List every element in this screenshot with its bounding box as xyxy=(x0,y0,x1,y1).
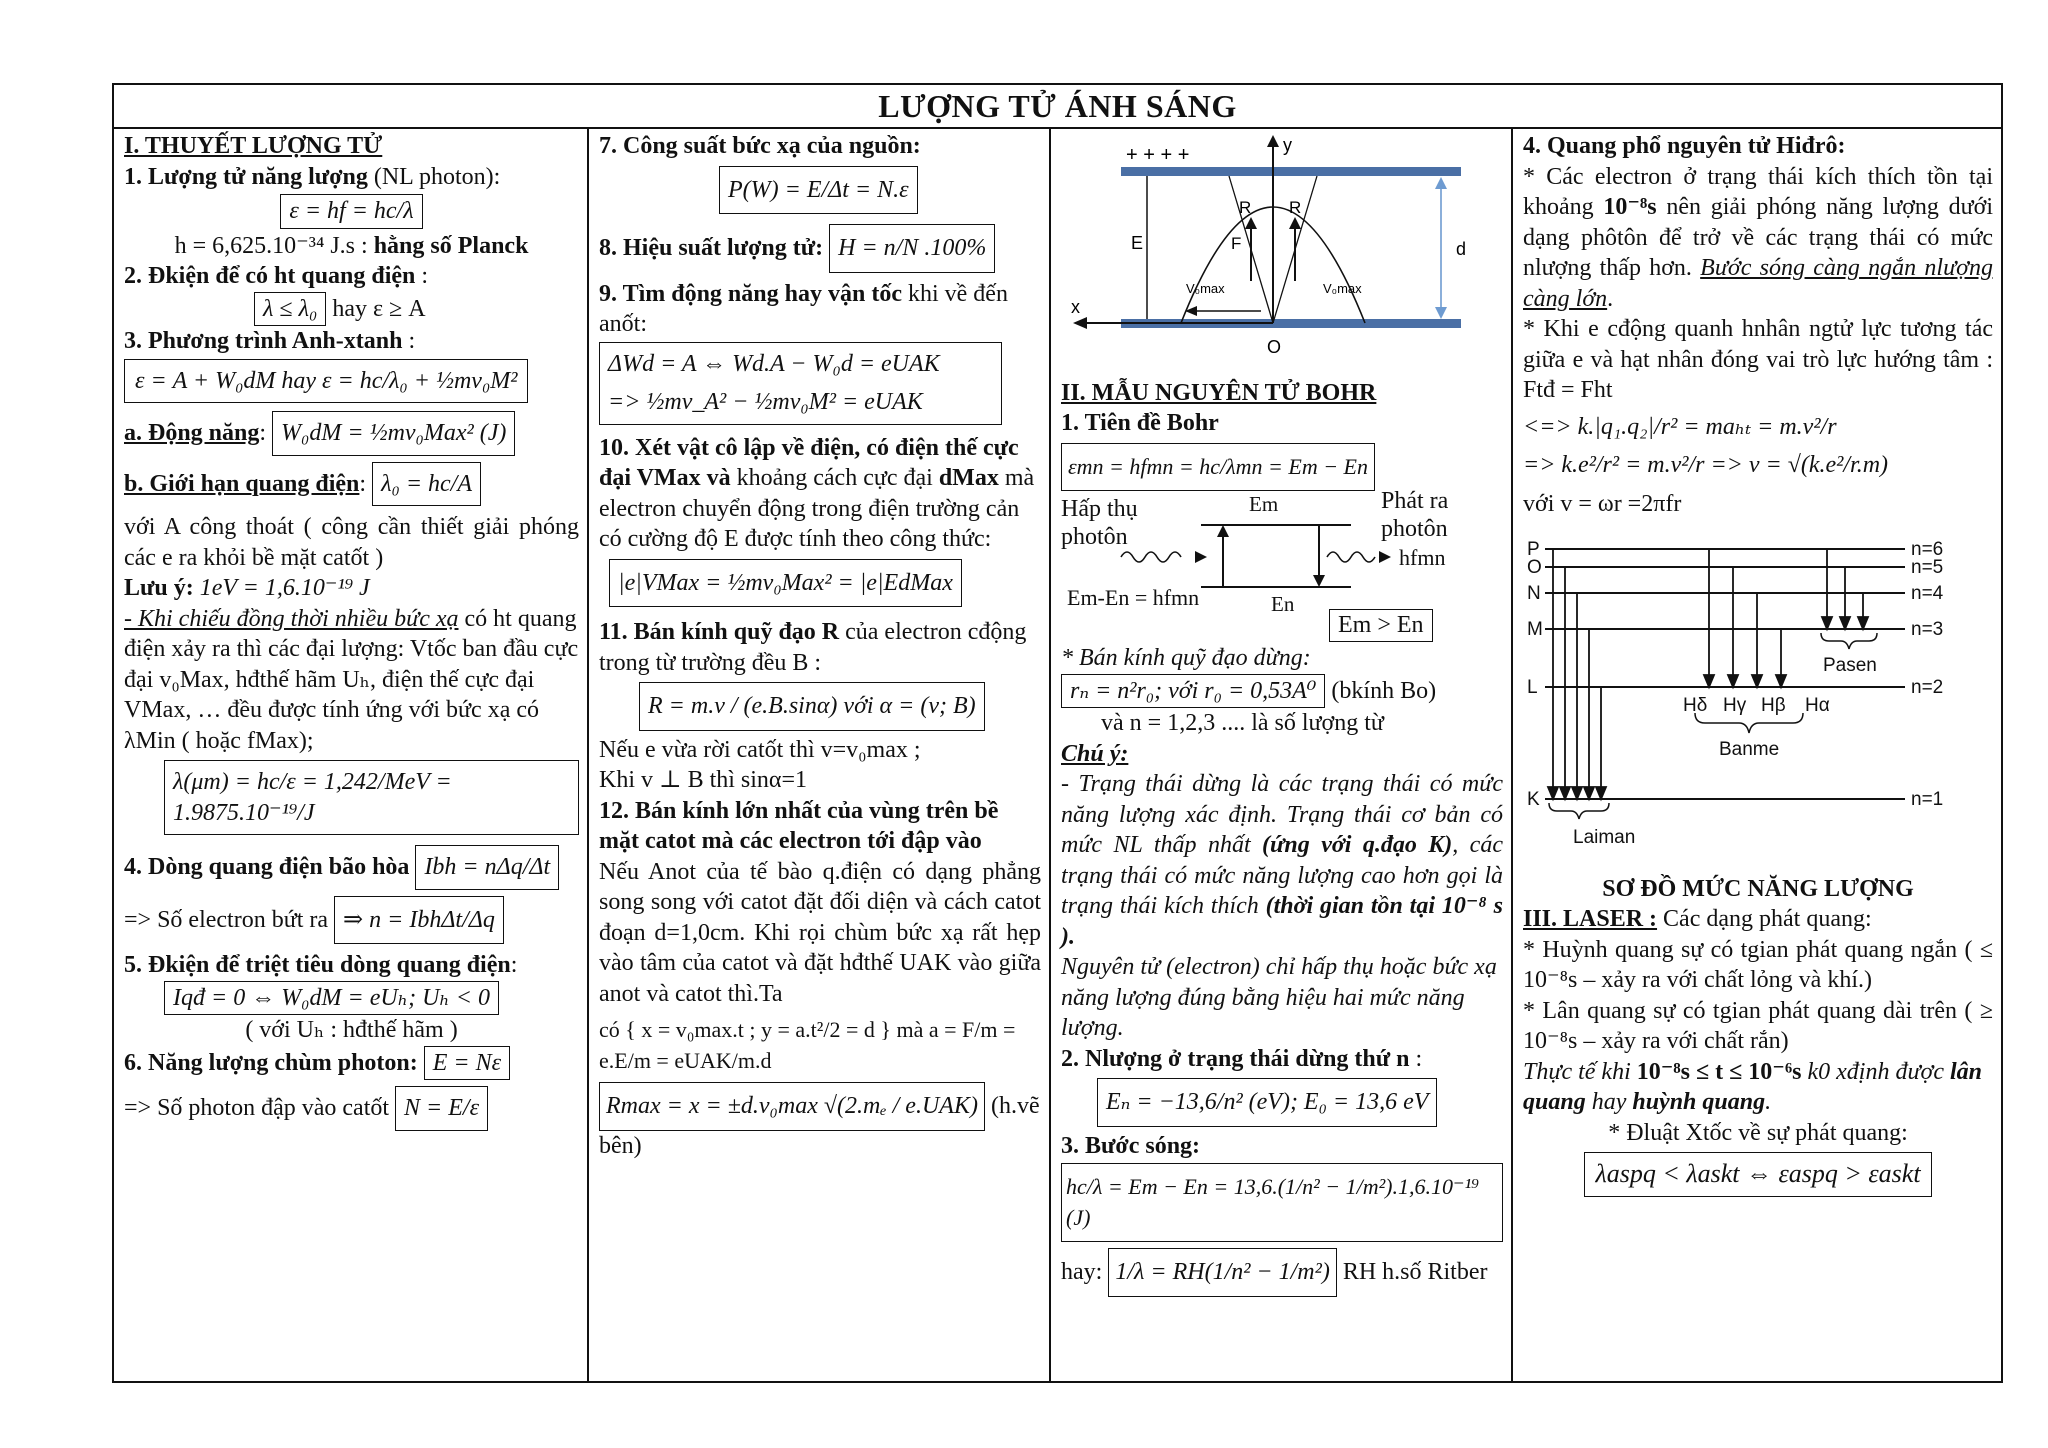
absorb-label: Hấp thụ photôn xyxy=(1061,496,1138,550)
s4b-formula: ⇒ n = IbhΔt/Δq xyxy=(334,896,504,945)
arrow-icon xyxy=(1728,675,1738,687)
s9-line xyxy=(599,279,1041,340)
arrow-icon xyxy=(1548,787,1558,799)
s2-heading: 2. Đkiện để có ht quang điện xyxy=(124,263,416,289)
s8-formula: H = n/N .100% xyxy=(829,224,995,273)
s5-formula-wrap xyxy=(124,981,579,1016)
level-n1-label: n=1 xyxy=(1911,789,1944,810)
s4b-text: => Số electron bứt ra xyxy=(124,906,329,933)
laser-c-b2: huỳnh quang xyxy=(1632,1089,1766,1115)
s10-tail: mà electron chuyển động trong điện trường cản có cường độ E được tính theo công thức: xyxy=(599,465,1035,552)
arrow-icon xyxy=(1596,787,1606,799)
hf-label: hfmn xyxy=(1399,545,1446,570)
s11-b: Khi v ⊥ B thì sinα=1 xyxy=(599,767,808,793)
laiman-label: Laiman xyxy=(1573,827,1636,848)
s10-formula-wrap xyxy=(599,559,1041,608)
arrow-icon xyxy=(1752,675,1762,687)
p2-tail: : xyxy=(1409,1045,1423,1072)
a-formula: W₀dM = ½mv₀Max² (J) xyxy=(272,411,515,456)
h-name: hằng số Planck xyxy=(373,232,529,259)
s4-formula-1: <=> k.|q₁.q₂|/r² = maₕₜ = m.v²/r xyxy=(1523,413,1837,440)
p3-alt-label: hay: xyxy=(1061,1259,1103,1285)
radius-formula: rₙ = n²r₀; với r₀ = 0,53A⁰ xyxy=(1061,674,1325,709)
p1-formula: εmn = hfmn = hc/λmn = Em − En xyxy=(1061,443,1375,492)
label-E: E xyxy=(1131,233,1144,253)
laser-c1: Thực tế khi xyxy=(1523,1058,1637,1085)
arrow-icon xyxy=(1704,675,1714,687)
banme-label: Banme xyxy=(1719,739,1780,760)
s11-line xyxy=(599,617,1041,678)
force-arrow-icon xyxy=(1245,217,1257,229)
label-F: F xyxy=(1231,234,1242,253)
s1-tail: (NL photon): xyxy=(367,163,501,190)
absorb-wave-arrow-icon xyxy=(1195,551,1207,563)
p3-formula: hc/λ = Em − En = 13,6.(1/n² − 1/m²).1,6.10⁻¹⁹ (J) xyxy=(1061,1163,1503,1242)
s9-heading: 9. Tìm động năng hay vận tốc xyxy=(599,280,902,307)
b-formula: λ₀ = hc/A xyxy=(372,462,481,507)
sec3-line xyxy=(1523,904,1993,935)
columns xyxy=(114,127,2001,1381)
s12-formula: Rmax = x = ±d.v₀max √(2.mₑ / e.UAK) xyxy=(599,1082,985,1131)
s6-formula: E = Nε xyxy=(424,1046,510,1081)
x-arrow-icon xyxy=(1073,317,1087,329)
laser-b: * Lân quang sự có tgian phát quang dài trên ( ≥ 10⁻⁸s – xảy ra với chất rắn) xyxy=(1523,997,1993,1054)
s1-formula-wrap xyxy=(124,194,579,229)
s11-formula: R = m.v / (e.B.sinα) với α = (v; B) xyxy=(639,682,985,731)
level-n2-label: n=2 xyxy=(1911,677,1944,698)
note-label: Lưu ý: xyxy=(124,575,194,601)
h-alpha-label: Hα xyxy=(1805,695,1830,716)
level-n5-label: n=5 xyxy=(1911,557,1944,578)
s3-formula-wrap xyxy=(124,359,579,404)
p3-alt-formula: 1/λ = RH(1/n² − 1/m²) xyxy=(1108,1248,1337,1297)
s6b-line xyxy=(124,1086,579,1131)
s2-line xyxy=(124,261,579,292)
absorb-arrow-icon xyxy=(1217,525,1229,537)
s2-tail: : xyxy=(415,263,429,289)
n-values: và n = 1,2,3 .... là số lượng từ xyxy=(1101,710,1384,736)
arrow-icon xyxy=(1840,617,1850,629)
note-d: (thời gian tồn tại 10⁻⁸ s ). xyxy=(1061,893,1503,950)
section-2-heading: II. MẪU NGUYÊN TỬ BOHR xyxy=(1061,379,1377,406)
p1-formula-wrap xyxy=(1061,443,1503,492)
level-n3-label: n=3 xyxy=(1911,619,1944,640)
label-v2: V₀max xyxy=(1323,281,1362,296)
label-O: O xyxy=(1267,337,1282,357)
level-P-label: P xyxy=(1527,539,1540,560)
s5-heading: 5. Đkiện để triệt tiêu dòng quang điện xyxy=(124,952,511,978)
emit-wave xyxy=(1327,552,1375,562)
p2-heading: 2. Nlượng ở trạng thái dừng thứ n xyxy=(1061,1045,1410,1072)
s3-heading: 3. Phương trình Anh-xtanh xyxy=(124,328,403,354)
s10-mid: khoảng cách cực đại xyxy=(730,465,939,491)
multi-body: có ht quang điện xảy ra thì các đại lượng: Vtốc ban đầu cực đại v₀Max, hđthế hãm Uₕ, điện thế cực đại VMax, … đều được tính ứng với bức xạ có λMin ( hoặc fMax); xyxy=(124,605,579,754)
column-1 xyxy=(114,127,587,1381)
s6-line xyxy=(124,1046,579,1081)
level-L-label: L xyxy=(1527,677,1538,698)
s11-formula-wrap xyxy=(599,682,1041,731)
s9-formula-box xyxy=(599,342,1002,425)
level-N-label: N xyxy=(1527,583,1541,604)
s5-line xyxy=(124,950,579,981)
level-M-label: M xyxy=(1527,619,1543,640)
em-en-label: Em-En = hfmn xyxy=(1067,585,1200,610)
level-O-label: O xyxy=(1527,557,1542,578)
transition-diagram xyxy=(1061,488,1503,643)
s12-formula-line xyxy=(599,1082,1041,1161)
s10-dmax: dMax xyxy=(938,465,999,491)
s12-system: có { x = v₀max.t ; y = a.t²/2 = d } mà a = F/m = e.E/m = eUAK/m.d xyxy=(599,1017,1016,1073)
y-arrow-icon xyxy=(1267,135,1279,147)
b-line: b. Giới hạn quang điện: λ₀ = hc/A xyxy=(124,462,579,507)
lambda-formula: λ(μm) = hc/ε = 1,242/MeV = 1.9875.10⁻¹⁹/J xyxy=(164,760,579,835)
level-em-label: Em xyxy=(1249,492,1279,516)
multi-text xyxy=(124,604,579,757)
velocity-arrow-icon xyxy=(1289,217,1301,229)
label-x: x xyxy=(1071,297,1080,317)
arrow-icon xyxy=(1572,787,1582,799)
s11-heading: 11. Bán kính quỹ đạo R xyxy=(599,619,840,645)
pasen-label: Pasen xyxy=(1823,655,1877,676)
h-gamma-label: Hγ xyxy=(1723,695,1747,716)
radius-note: (bkính Bo) xyxy=(1331,677,1437,704)
s7-formula-wrap xyxy=(599,166,1041,215)
section-1-heading: I. THUYẾT LƯỢNG TỬ xyxy=(124,133,383,159)
s11-a: Nếu e vừa rời catốt thì v=v₀max ; xyxy=(599,736,921,763)
s4-heading: 4. Dòng quang điện bão hòa xyxy=(124,854,410,880)
s1-formula: ε = hf = hc/λ xyxy=(280,194,422,229)
s5-tail: : xyxy=(510,952,518,978)
note-a: - Trạng thái dừng là các trạng thái có mức năng lượng xác định. Trạng thái cơ bản có mức NL thấp nhất xyxy=(1061,771,1503,858)
p3-alt-note: RH h.số Ritber xyxy=(1342,1259,1488,1285)
multi-head: - Khi chiếu đồng thời nhiều bức xạ xyxy=(124,605,459,632)
h-value: h = 6,625.10⁻³⁴ J.s : xyxy=(174,232,374,259)
arrow-icon xyxy=(1822,617,1832,629)
label-d: d xyxy=(1456,239,1467,259)
trajectory-diagram xyxy=(1061,131,1481,371)
s4-heading: 4. Quang phổ nguyên tử Hiđrô: xyxy=(1523,133,1846,159)
s4-a-text: * Các electron ở trạng thái kích thích tồn tại khoảng xyxy=(1523,163,1993,220)
s2-alt: hay ε ≥ A xyxy=(326,295,426,322)
anode-plate xyxy=(1121,167,1461,176)
distance-arrow-top-icon xyxy=(1435,177,1447,189)
b-label: b. Giới hạn quang điện xyxy=(124,470,360,497)
level-en-label: En xyxy=(1271,592,1295,616)
s3-formula: ε = A + W₀dM hay ε = hc/λ₀ + ½mv₀M² xyxy=(124,359,528,404)
h-line xyxy=(124,231,579,262)
s1-heading: 1. Lượng tử năng lượng xyxy=(124,163,368,190)
laser-c4: . xyxy=(1765,1089,1772,1115)
s6-heading: 6. Năng lượng chùm photon: xyxy=(124,1049,418,1076)
page-title: LƯỢNG TỬ ÁNH SÁNG xyxy=(114,85,2001,129)
s6b-text: => Số photon đập vào catốt xyxy=(124,1095,390,1121)
s3-tail: : xyxy=(402,328,416,354)
s7-formula: P(W) = E/Δt = N.ε xyxy=(719,166,918,215)
s2-formula: λ ≤ λ₀ xyxy=(254,292,326,327)
s4b-line xyxy=(124,896,579,945)
p1-heading: 1. Tiên đề Bohr xyxy=(1061,410,1219,436)
s4-a-underline: Bước sóng càng ngắn nlượng càng lớn xyxy=(1523,255,1993,312)
column-4 xyxy=(1511,127,2001,1381)
s8-line xyxy=(599,224,1041,273)
s7-heading: 7. Công suất bức xạ của nguồn: xyxy=(599,133,921,159)
arrow-icon xyxy=(1858,617,1868,629)
column-2 xyxy=(587,127,1049,1381)
s4-formula: Ibh = nΔq/Δt xyxy=(415,845,559,890)
pasen-brace xyxy=(1821,633,1877,649)
level-n6-label: n=6 xyxy=(1911,539,1944,560)
s6b-formula: N = E/ε xyxy=(395,1086,488,1131)
p2-line xyxy=(1061,1044,1503,1075)
s4-a-bold: 10⁻⁸s xyxy=(1603,194,1657,220)
laser-c-bold: 10⁻⁸s ≤ t ≤ 10⁻⁶s xyxy=(1636,1058,1802,1085)
s12-body: Nếu Anot của tế bào q.điện có dạng phẳng song song với catot đặt đối diện và cách catot đoạn d=1,0cm. Khi rọi chùm bức xạ rất hẹp vào tâm của catot và đặt hđthế UAK vào giữa anot và catot thì.Ta xyxy=(599,858,1041,1007)
s1-line xyxy=(124,162,579,193)
s10-formula: |e|VMax = ½mv₀Max² = |e|EdMax xyxy=(609,559,962,608)
s9-tail: khi về đến anốt: xyxy=(599,280,1008,337)
emit-wave-arrow-icon xyxy=(1379,551,1391,563)
laser-a: * Huỳnh quang sự có tgian phát quang ngắn ( ≤ 10⁻⁸s – xảy ra với chất lỏng và khí.) xyxy=(1523,936,1993,993)
p3-formula-wrap xyxy=(1061,1163,1503,1242)
s10-heading: 10. Xét vật cô lập về điện, có điện thế cực đại VMax và xyxy=(599,434,1019,491)
s9-formula-2: => ½mv_A² − ½mv₀M² = eUAK xyxy=(608,389,923,415)
em-gt-en: Em > En xyxy=(1329,609,1433,642)
s8-heading: 8. Hiệu suất lượng tử: xyxy=(599,235,824,261)
s11-tail: của electron cđộng trong từ trường đều B : xyxy=(599,619,1027,676)
arrow-icon xyxy=(1560,787,1570,799)
label-v1: V₀max xyxy=(1186,281,1225,296)
s2-formula-line xyxy=(124,292,579,327)
emit-label: Phát ra photôn xyxy=(1381,488,1449,542)
note-c: , các trạng thái có mức năng lượng cao hơn gọi là trạng thái kích thích xyxy=(1061,832,1503,919)
s12-heading: 12. Bán kính lớn nhất của vùng trên bề mặt catot mà các electron tới đập vào xyxy=(599,797,999,854)
banme-brace xyxy=(1695,713,1803,733)
section-3-heading: III. LASER : xyxy=(1523,906,1658,932)
label-y: y xyxy=(1283,135,1292,155)
s3-line xyxy=(124,326,579,357)
distance-arrow-bottom-icon xyxy=(1435,307,1447,319)
p3-alt-line xyxy=(1061,1248,1503,1297)
diagram-title: SƠ ĐỒ MỨC NĂNG LƯỢNG xyxy=(1602,875,1914,902)
level-n4-label: n=4 xyxy=(1911,583,1944,604)
absorb-wave xyxy=(1121,552,1181,562)
column-3 xyxy=(1049,127,1511,1381)
stokes-formula-wrap xyxy=(1523,1152,1993,1197)
s4-line xyxy=(124,845,579,890)
emit-arrow-icon xyxy=(1313,575,1325,587)
cheat-sheet xyxy=(112,83,2003,1383)
s10-text xyxy=(599,433,1041,555)
laser-c xyxy=(1523,1057,1993,1118)
s4-b: * Khi e cđộng quanh hnhân ngtử lực tương tác giữa e và hạt nhân đóng vai trò lực hướng tâm : Ftđ = Fht xyxy=(1523,316,1993,403)
energy-level-diagram xyxy=(1523,525,1993,865)
arrow-icon xyxy=(1776,675,1786,687)
laiman-brace xyxy=(1549,803,1609,819)
note-label: Chú ý: xyxy=(1061,740,1129,767)
s4-a: * Các electron ở trạng thái kích thích tồn tại khoảng 10⁻⁸s nên giải phóng năng lượng dưới dạng phôtôn để trở về các trạng thái có mức nlượng thấp hơn. Bước sóng càng ngắn nlượng càng lớn. xyxy=(1523,163,1994,312)
with-a-text: với A công thoát ( công cần thiết giải phóng các e ra khỏi bề mặt catốt ) xyxy=(124,514,579,571)
h-delta-label: Hδ xyxy=(1683,695,1708,716)
s4-formula-2: => k.e²/r² = m.v²/r => v = √(k.e²/r.m) xyxy=(1523,452,1889,478)
radius-heading: * Bán kính quỹ đạo dừng: xyxy=(1061,645,1311,671)
s9-formula-1: ΔWd = A ⇔ Wd.A − W₀d = eUAK xyxy=(608,350,940,377)
note-text xyxy=(1061,769,1503,952)
p3-heading: 3. Bước sóng: xyxy=(1061,1132,1201,1159)
note-formula: 1eV = 1,6.10⁻¹⁹ J xyxy=(199,575,370,601)
radius-line xyxy=(1061,674,1503,709)
s12-note: (h.vẽ bên) xyxy=(599,1093,1040,1159)
s4-a-tail: nên giải phóng năng lượng dưới dạng phôtôn để trở về các trạng thái có mức nlượng thấp hơn. xyxy=(1523,194,1994,281)
stokes-formula: λaspq < λaskt ⇔ εaspq > εaskt xyxy=(1584,1152,1931,1197)
note-e: Nguyên tử (electron) chỉ hấp thụ hoặc bức xạ năng lượng đúng bằng hiệu hai mức năng lượng. xyxy=(1061,954,1497,1041)
a-label: a. Động năng xyxy=(124,420,260,446)
s4-v: với v = ωr =2πfr xyxy=(1523,490,1682,517)
stokes-heading: * Đluật Xtốc về sự phát quang: xyxy=(1608,1119,1908,1146)
laser-c2: k0 xđịnh được xyxy=(1801,1058,1951,1085)
arrow-icon xyxy=(1584,787,1594,799)
note-b: (ứng với q.đạo K) xyxy=(1262,832,1453,858)
sec3-tail: Các dạng phát quang: xyxy=(1657,906,1872,932)
label-R2: R xyxy=(1289,198,1302,217)
laser-c3: hay xyxy=(1585,1089,1633,1115)
s5-note: ( với Uₕ : hđthế hãm ) xyxy=(245,1017,458,1043)
lambda-formula-wrap xyxy=(124,760,579,835)
level-K-label: K xyxy=(1527,789,1540,810)
p2-formula-wrap xyxy=(1061,1078,1503,1127)
note-line xyxy=(124,573,579,604)
label-R1: R xyxy=(1239,198,1252,217)
s5-formula: Iqđ = 0 ⇔ W₀dM = eUₕ; Uₕ < 0 xyxy=(164,981,499,1016)
p2-formula: Eₙ = −13,6/n² (eV); E₀ = 13,6 eV xyxy=(1097,1078,1437,1127)
a-line: a. Động năng: W₀dM = ½mv₀Max² (J) xyxy=(124,411,579,456)
h-beta-label: Hβ xyxy=(1761,695,1786,716)
plus-signs: + + + + xyxy=(1126,144,1190,166)
laser-c-b1: lân quang xyxy=(1523,1058,1983,1115)
